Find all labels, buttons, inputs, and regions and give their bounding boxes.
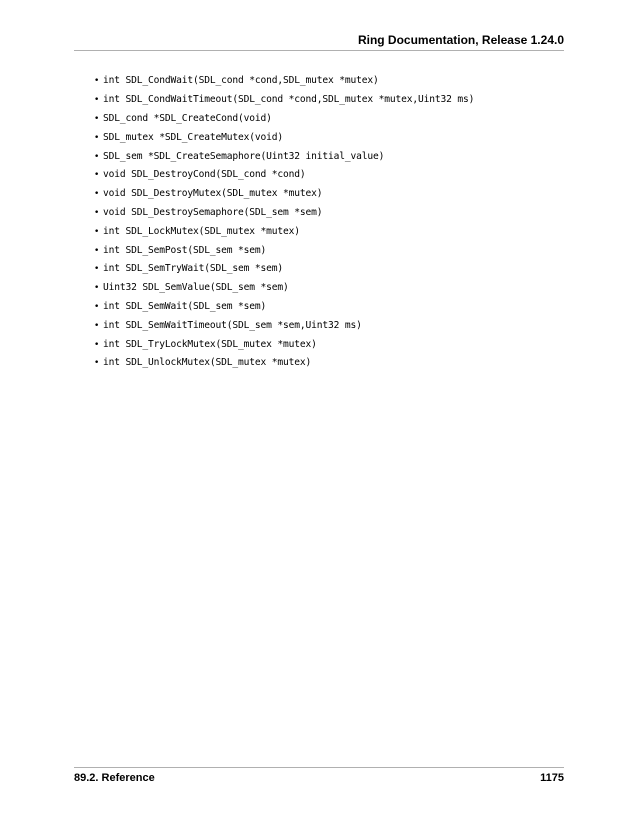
document-title: Ring Documentation, Release 1.24.0 [357, 33, 564, 47]
bullet-icon: • [94, 113, 100, 124]
function-signature: void SDL_DestroySemaphore(SDL_sem *sem) [103, 206, 323, 218]
bullet-icon: • [94, 358, 100, 369]
function-signature: SDL_cond *SDL_CreateCond(void) [103, 112, 272, 124]
list-item [94, 166, 564, 185]
function-signature: void SDL_DestroyMutex(SDL_mutex *mutex) [103, 188, 323, 200]
function-signature: int SDL_SemWaitTimeout(SDL_sem *sem,Uint32 ms) [103, 319, 362, 331]
bullet-icon: • [94, 151, 100, 162]
list-item [94, 91, 564, 110]
function-signature: int SDL_TryLockMutex(SDL_mutex *mutex) [103, 338, 317, 350]
bullet-icon: • [94, 245, 100, 256]
footer-divider [74, 767, 564, 768]
function-signature: int SDL_LockMutex(SDL_mutex *mutex) [103, 225, 300, 237]
list-item [94, 260, 564, 279]
header-divider [74, 50, 564, 51]
bullet-icon: • [94, 132, 100, 143]
footer-section: 89.2. Reference [74, 772, 155, 784]
list-item [94, 354, 564, 373]
function-signature: SDL_mutex *SDL_CreateMutex(void) [103, 131, 284, 143]
list-item [94, 185, 564, 204]
page-number: 1175 [540, 772, 564, 784]
function-list [94, 72, 564, 373]
list-item [94, 316, 564, 335]
function-signature: int SDL_SemWait(SDL_sem *sem) [103, 300, 267, 312]
function-signature: int SDL_CondWait(SDL_cond *cond,SDL_mutex *mutex) [103, 75, 379, 87]
list-item [94, 298, 564, 317]
list-item [94, 204, 564, 223]
function-signature: int SDL_SemPost(SDL_sem *sem) [103, 244, 267, 256]
bullet-icon: • [94, 226, 100, 237]
list-item [94, 128, 564, 147]
function-signature: int SDL_CondWaitTimeout(SDL_cond *cond,SDL_mutex *mutex,Uint32 ms) [103, 94, 475, 106]
list-item [94, 72, 564, 91]
list-item [94, 335, 564, 354]
bullet-icon: • [94, 320, 100, 331]
list-item [94, 110, 564, 129]
bullet-icon: • [94, 76, 100, 87]
bullet-icon: • [94, 301, 100, 312]
function-signature: void SDL_DestroyCond(SDL_cond *cond) [103, 169, 306, 181]
function-signature: int SDL_UnlockMutex(SDL_mutex *mutex) [103, 357, 312, 369]
function-signature: int SDL_SemTryWait(SDL_sem *sem) [103, 263, 284, 275]
list-item [94, 241, 564, 260]
page-content [94, 72, 564, 373]
page-header [74, 33, 564, 51]
list-item [94, 222, 564, 241]
list-item [94, 279, 564, 298]
bullet-icon: • [94, 170, 100, 181]
bullet-icon: • [94, 207, 100, 218]
bullet-icon: • [94, 189, 100, 200]
function-signature: Uint32 SDL_SemValue(SDL_sem *sem) [103, 282, 289, 294]
bullet-icon: • [94, 264, 100, 275]
bullet-icon: • [94, 95, 100, 106]
list-item [94, 147, 564, 166]
bullet-icon: • [94, 339, 100, 350]
function-signature: SDL_sem *SDL_CreateSemaphore(Uint32 initial_value) [103, 150, 385, 162]
bullet-icon: • [94, 283, 100, 294]
